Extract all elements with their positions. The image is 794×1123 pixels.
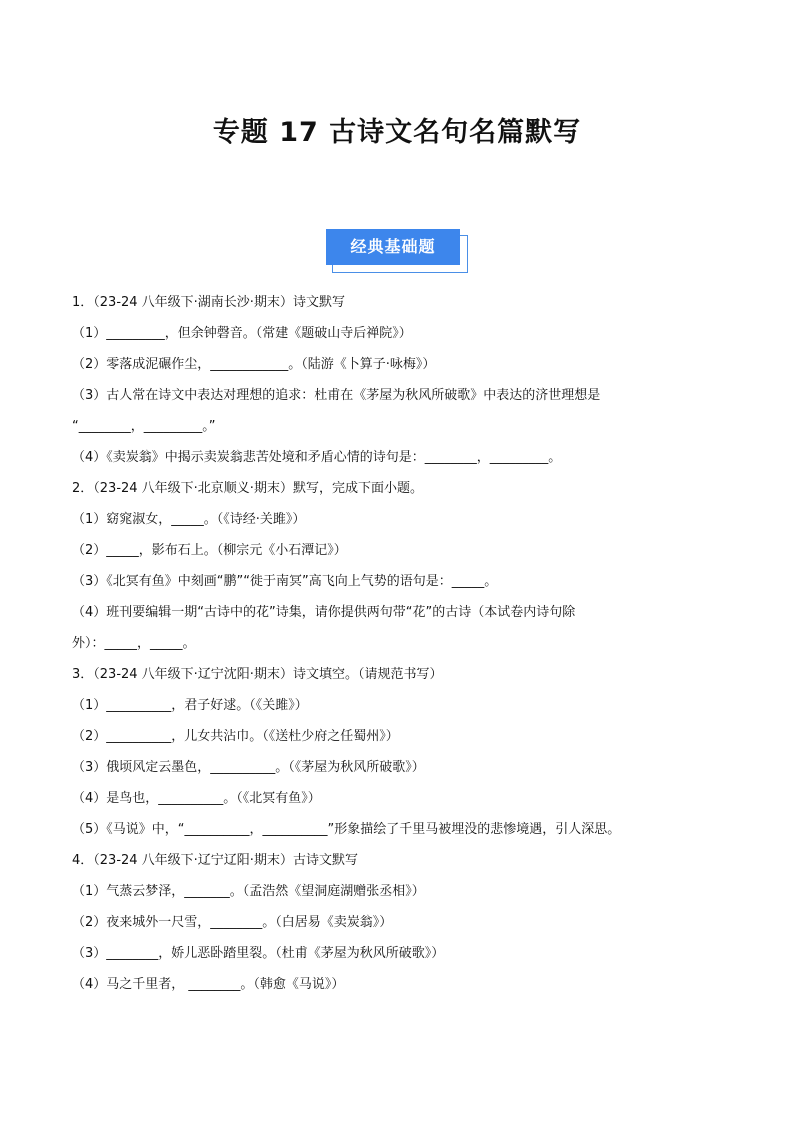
question-2-item-4: （4）班刊要编辑一期“古诗中的花”诗集，请你提供两句带“花”的古诗（本试卷内诗句除 <box>72 605 576 620</box>
question-4-item-2: （2）夜来城外一尺雪，________。（白居易《卖炭翁》） <box>72 915 393 930</box>
question-2-item-2: （2）_____，影布石上。（柳宗元《小石潭记》） <box>72 543 347 558</box>
question-1-item-2: （2）零落成泥碾作尘，____________。（陆游《卜算子·咏梅》） <box>72 357 436 372</box>
question-4-item-3: （3）________，娇儿恶卧踏里裂。（杜甫《茅屋为秋风所破歌》） <box>72 946 445 961</box>
question-3-heading: 3．（23-24 八年级下·辽宁沈阳·期末）诗文填空。（请规范书写） <box>72 667 443 682</box>
question-4-item-1: （1）气蒸云梦泽，_______。（孟浩然《望洞庭湖赠张丞相》） <box>72 884 425 899</box>
question-3-item-4: （4）是鸟也，__________。（《北冥有鱼》） <box>72 791 321 806</box>
question-2-heading: 2．（23-24 八年级下·北京顺义·期末）默写，完成下面小题。 <box>72 481 423 496</box>
question-2-item-4-cont: 外）：_____，_____。 <box>72 636 196 651</box>
question-3-item-3: （3）俄顷风定云墨色，__________。（《茅屋为秋风所破歌》） <box>72 760 425 775</box>
question-2-item-3: （3）《北冥有鱼》中刻画“鹏”“徙于南冥”高飞向上气势的语句是：_____。 <box>72 574 498 589</box>
section-badge <box>326 229 468 273</box>
question-1-item-4: （4）《卖炭翁》中揭示卖炭翁悲苦处境和矛盾心情的诗句是：________，_________。 <box>72 450 562 465</box>
question-1-item-3: （3）古人常在诗文中表达对理想的追求：杜甫在《茅屋为秋风所破歌》中表达的济世理想是 <box>72 388 601 403</box>
section-badge-label: 经典基础题 <box>326 229 460 265</box>
question-2-item-1: （1）窈窕淑女，_____。（《诗经·关雎》） <box>72 512 306 527</box>
question-list <box>72 291 732 1004</box>
question-1-item-1: （1）_________，但余钟磬音。（常建《题破山寺后禅院》） <box>72 326 412 341</box>
page-title: 专题 17 古诗文名句名篇默写 <box>212 117 582 148</box>
question-3-item-1: （1）__________，君子好逑。（《关雎》） <box>72 698 308 713</box>
question-4-heading: 4．（23-24 八年级下·辽宁辽阳·期末）古诗文默写 <box>72 853 358 868</box>
question-3-item-2: （2）__________，儿女共沾巾。（《送杜少府之任蜀州》） <box>72 729 399 744</box>
question-3-item-5: （5）《马说》中，“__________，__________”形象描绘了千里马被埋没的悲惨境遇，引人深思。 <box>72 822 621 837</box>
question-1-item-3-cont: “________，_________。” <box>72 419 216 434</box>
question-1-heading: 1．（23-24 八年级下·湖南长沙·期末）诗文默写 <box>72 295 345 310</box>
question-4-item-4: （4）马之千里者， ________。（韩愈《马说》） <box>72 977 345 992</box>
